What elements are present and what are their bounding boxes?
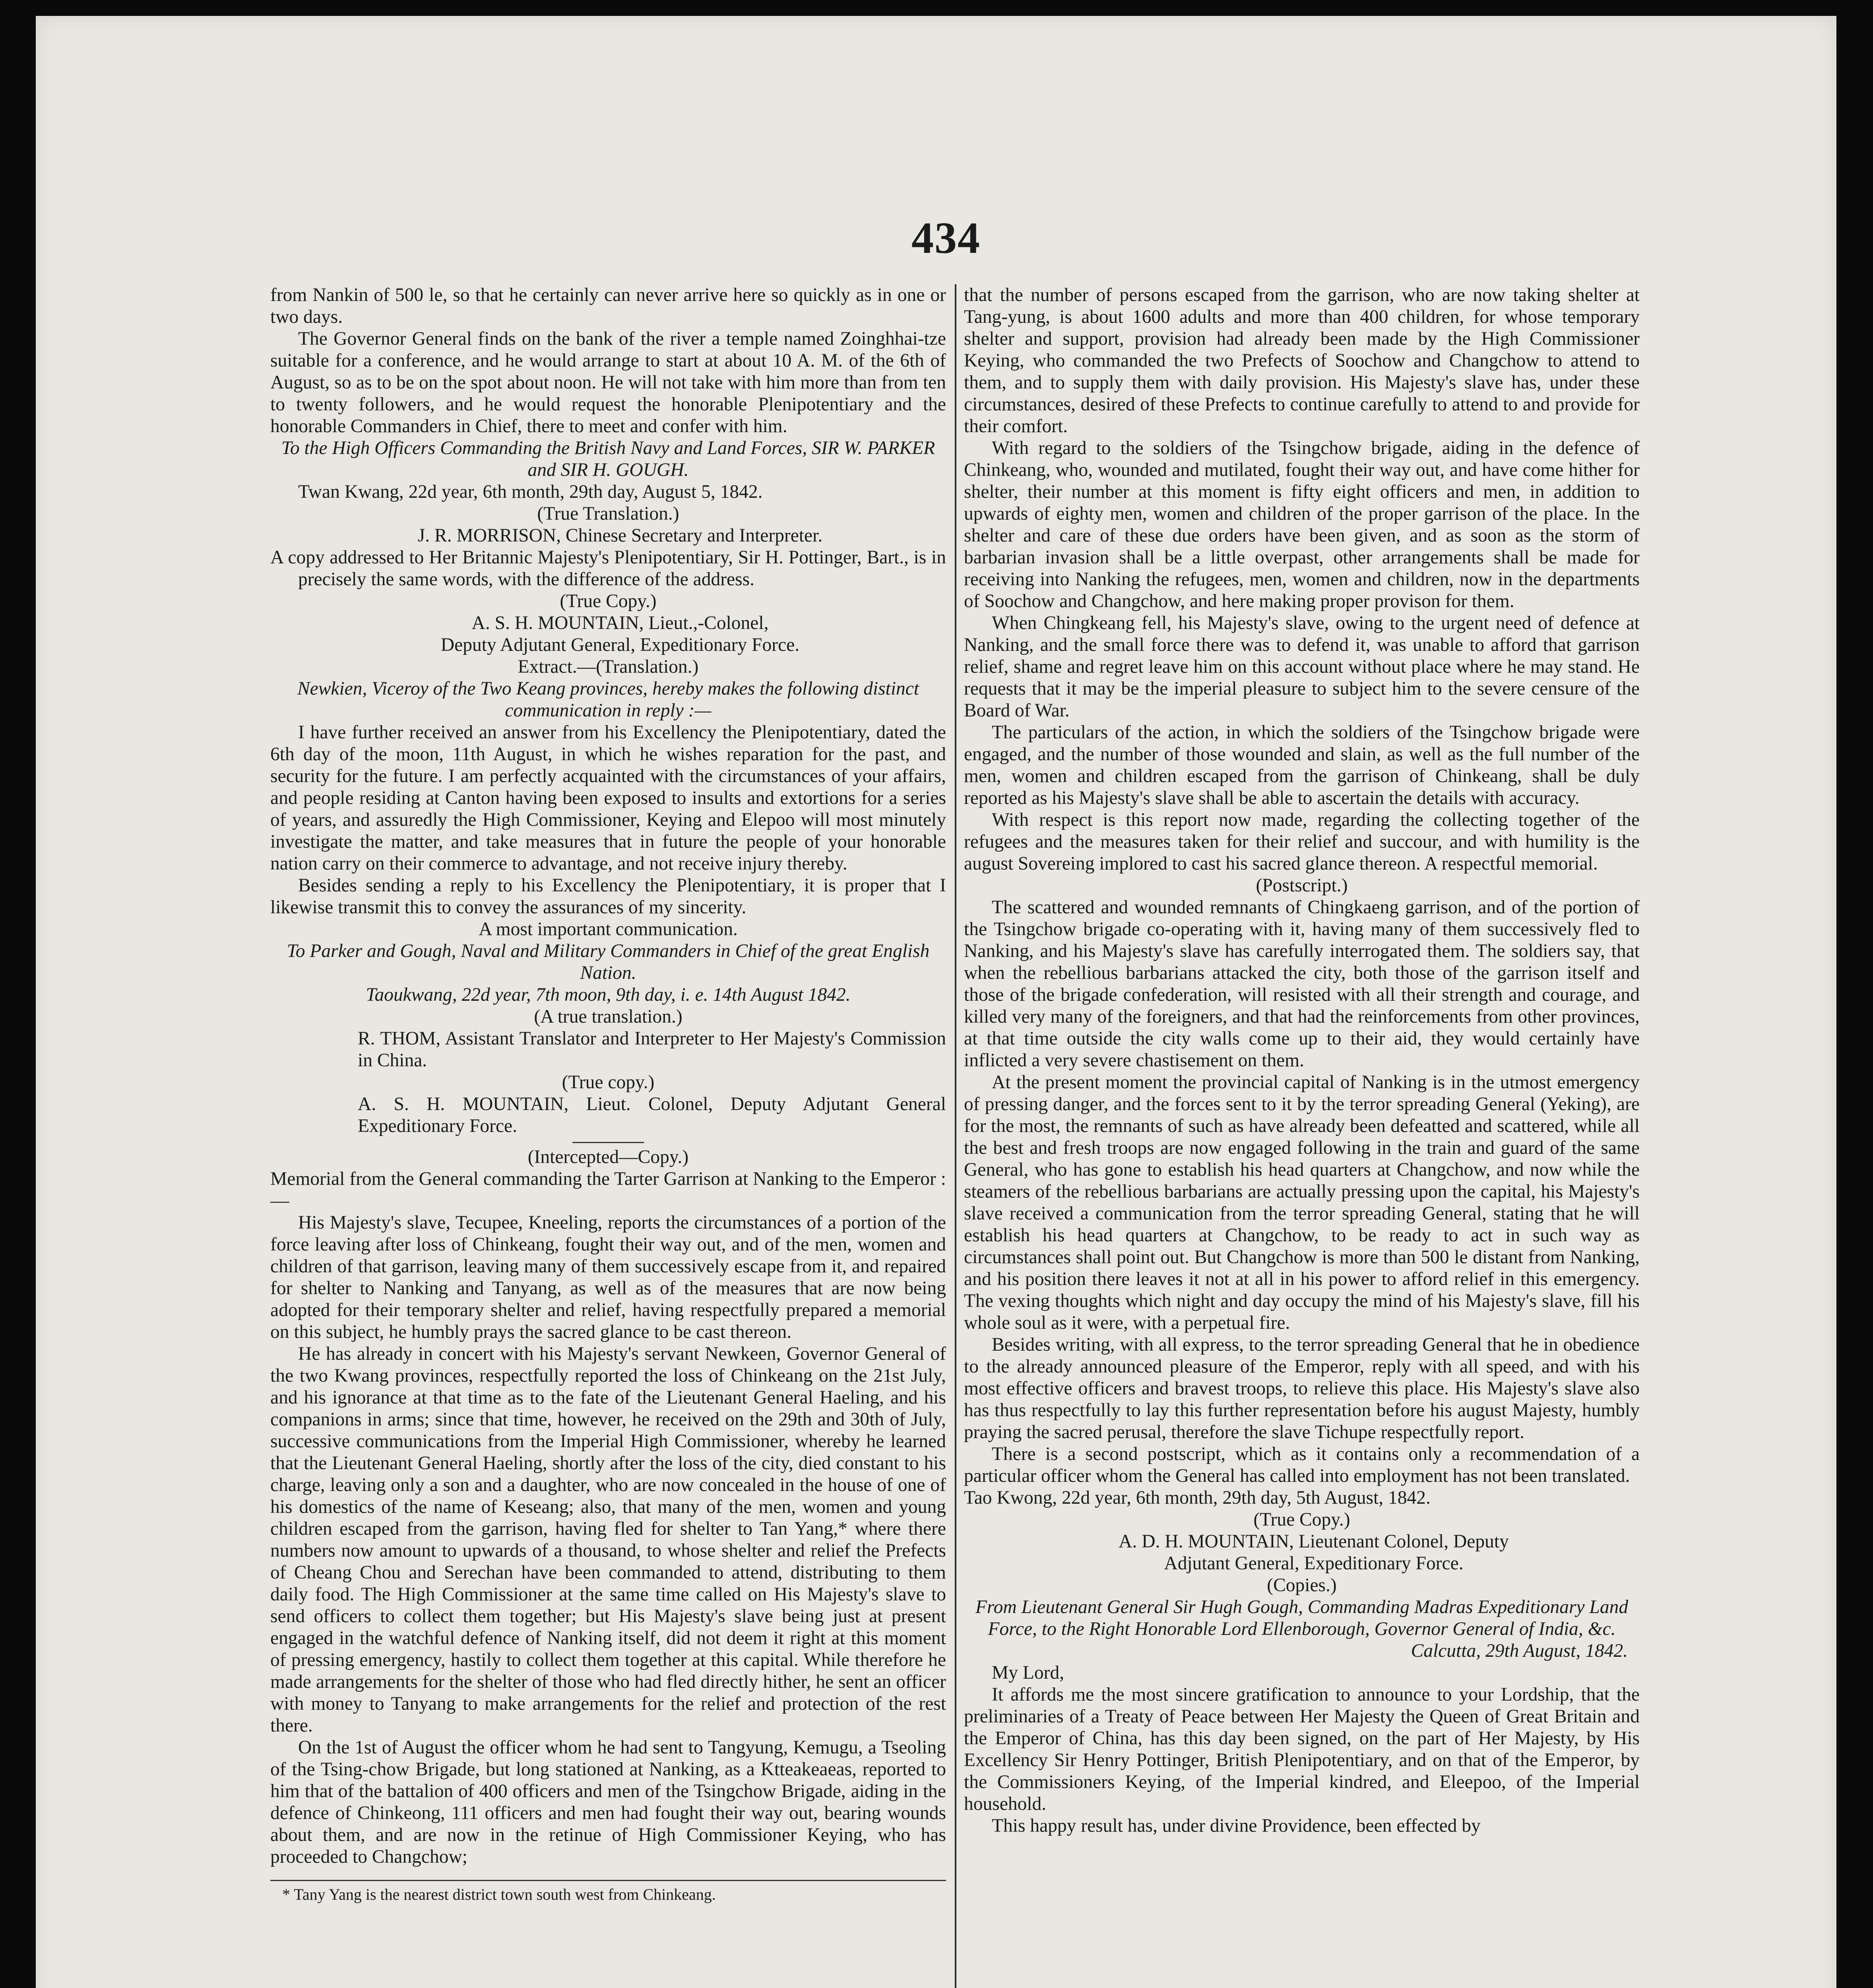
signature: A. D. H. MOUNTAIN, Lieutenant Colonel, Deputy bbox=[1119, 1531, 1509, 1552]
page-number: 434 bbox=[911, 214, 981, 263]
signature: A. S. H. MOUNTAIN, Lieut. Colonel, Deputy Adjutant General Expeditionary Force. bbox=[358, 1094, 946, 1136]
paragraph: The Governor General finds on the bank of the river a temple named Zoinghhai-tze suitable for a conference, and he would arrange to start at about 10 A. M. of the 6th of August, so as to be on the spot about noon. He will not take with him more than from ten to twenty followers, and he would request the honorable Plenipotentiary and the honorable Commanders in Chief, there to meet and confer with him. bbox=[270, 328, 946, 437]
paragraph: His Majesty's slave, Tecupee, Kneeling, reports the circumstances of a portion of the force leaving after loss of Chinkeang, fought their way out, and of the men, women and children of that garrison, leaving many of them successively escape from it, and repaired for shelter to Nanking and Tanyang, as well as of the measures that are now being adopted for their temporary shelter and relief, having respectfully prepared a memorial on this subject, he humbly prays the sacred glance to be cast thereon. bbox=[270, 1212, 946, 1342]
copy-note: (True Copy.) bbox=[1253, 1509, 1350, 1530]
paragraph: At the present moment the provincial capital of Nanking is in the utmost emergency of pressing danger, and the forces sent to it by the terror spreading General (Yeking), are for the most, the remnants of such as have already been defeatted and scattered, while all the best and fresh troops are now engaged following in the train and guard of the same General, who has gone to establish his head quarters at Changchow, and now while the steamers of the rebellious barbarians are actually pressing upon the capital, his Majesty's slave received a communication from the terror spreading General, stating that he will establish his head quarters at Changchow, to be ready to act in such way as circumstances shall point out. But Changchow is more than 500 le distant from Nanking, and his position there leaves it not at all in his power to afford relief in this emergency. The vexing thoughts which night and day occupy the mind of his Majesty's slave, fill his whole soul as it were, with a perpetual fire. bbox=[964, 1072, 1640, 1333]
address-line: Newkien, Viceroy of the Two Keang provinces, hereby makes the following distinct communication in reply :— bbox=[297, 678, 919, 721]
translation-note: (A true translation.) bbox=[534, 1006, 683, 1027]
left-column bbox=[270, 284, 946, 1988]
copy-note: (True Copy.) bbox=[560, 591, 657, 612]
paragraph: The particulars of the action, in which the soldiers of the Tsingchow brigade were engaged, and the number of those wounded and slain, as well as the full number of the men, women and children escaped from the garrison of Chinkeang, shall be duly reported as his Majesty's slave shall be able to ascertain the details with accuracy. bbox=[964, 722, 1640, 808]
paragraph: from Nankin of 500 le, so that he certainly can never arrive here so quickly as in one or two days. bbox=[270, 285, 946, 327]
address-line: From Lieutenant General Sir Hugh Gough, Commanding Madras Expeditionary Land Force, to the Right Honorable Lord Ellenborough, Governor General of India, &c. bbox=[975, 1597, 1629, 1639]
paragraph: With regard to the soldiers of the Tsingchow brigade, aiding in the defence of Chinkeang, who, wounded and mutilated, fought their way out, and have come hither for shelter, their number at this moment is fifty eight officers and men, in addition to upwards of eighty men, women and children of the proper garrison of the place. In the shelter and care of these due orders have been given, and as soon as the storm of barbarian invasion shall be a little overpast, other arrangements shall be made for receiving into Nanking the refugees, men, women and children, now in the departments of Soochow and Changchow, and here making proper provison for them. bbox=[964, 438, 1640, 612]
paragraph: He has already in concert with his Majesty's servant Newkeen, Governor General of the two Kwang provinces, respectfully reported the loss of Chinkeang on the 21st July, and his ignorance at that time as to the fate of the Lieutenant General Haeling, and his companions in arms; since that time, however, he received on the 29th and 30th of July, successive communications from the Imperial High Commissioner, whereby he learned that the Lieutenant General Haeling, shortly after the loss of the city, died constant to his charge, leaving only a son and a daughter, who are now concealed in the house of one of his domestics of the name of Keseang; also, that many of the men, women and young children escaped from the garrison, having fled for shelter to Tan Yang,* where there numbers now amount to upwards of a thousand, to whose shelter and relief the Prefects of Cheang Chou and Serechan have been commanded to attend, distributing to them daily food. The High Commissioner at the same time called on His Majesty's slave to send officers to collect them together; but His Majesty's slave being just at present engaged in the watchful defence of Nanking itself, did not deem it right at this moment of pressing emergency, hastily to collect them together at this capital. While therefore he made arrangements for the shelter of those who had fled directly hither, he sent an officer with money to Tanyang to make arrangements for the relief and protection of the rest there. bbox=[270, 1343, 946, 1736]
paragraph: With respect is this report now made, regarding the collecting together of the refugees and the measures taken for their relief and succour, and with humility is the august Sovereing implored to cast his sacred glance thereon. A respectful memorial. bbox=[964, 810, 1640, 874]
section-heading: (Postscript.) bbox=[1256, 875, 1348, 896]
copy-note: (True copy.) bbox=[562, 1072, 655, 1093]
paragraph: Besides writing, with all express, to the terror spreading General that he in obedience to the already announced pleasure of the Emperor, reply with all speed, and with his most effective officers and bravest troops, to relieve this place. His Majesty's slave also has thus respectfully to lay this further representation before his august Majesty, humbly praying the sacred perusal, therefore the slave Tichupe respectfully report. bbox=[964, 1334, 1640, 1442]
right-column bbox=[964, 284, 1640, 1988]
section-heading: Extract.—(Translation.) bbox=[518, 656, 699, 677]
section-rule bbox=[572, 1142, 644, 1143]
footnote-rule bbox=[270, 1880, 946, 1881]
paragraph: There is a second postscript, which as it contains only a recommendation of a particular officer whom the General has called into employment has not been translated. bbox=[964, 1444, 1640, 1486]
signature: A. S. H. MOUNTAIN, Lieut.,-Colonel, bbox=[471, 613, 769, 633]
date-line: Tao Kwong, 22d year, 6th month, 29th day, 5th August, 1842. bbox=[964, 1487, 1431, 1508]
signature-title: Deputy Adjutant General, Expeditionary Force. bbox=[440, 635, 800, 655]
paragraph: Memorial from the General commanding the Tarter Garrison at Nanking to the Emperor :— bbox=[270, 1169, 946, 1211]
section-heading: (Intercepted—Copy.) bbox=[527, 1147, 689, 1167]
newspaper-page bbox=[36, 16, 1836, 1988]
salutation: My Lord, bbox=[992, 1662, 1064, 1683]
section-heading: A most important communication. bbox=[479, 919, 738, 940]
footnote: * Tany Yang is the nearest district town south west from Chinkeang. bbox=[282, 1885, 716, 1903]
address-line: To Parker and Gough, Naval and Military Commanders in Chief of the great English Nation. bbox=[287, 941, 930, 983]
date-line: Calcutta, 29th August, 1842. bbox=[1411, 1640, 1628, 1661]
column-divider bbox=[955, 284, 956, 1988]
paragraph: that the number of persons escaped from the garrison, who are now taking shelter at Tang-yung, is about 1600 adults and more than 400 children, for whose temporary shelter and support, provision had already been made by the High Commissioner Keying, who commanded the two Prefects of Soochow and Changchow to attend to them, and to supply them with daily provision. His Majesty's slave has, under these circumstances, desired of these Prefects to continue carefully to attend to and provide for their comfort. bbox=[964, 285, 1640, 437]
signature: R. THOM, Assistant Translator and Interpreter to Her Majesty's Commission in China. bbox=[358, 1028, 946, 1071]
signature: J. R. MORRISON, Chinese Secretary and Interpreter. bbox=[417, 525, 823, 546]
translation-note: (True Translation.) bbox=[537, 503, 679, 524]
date-line: Twan Kwang, 22d year, 6th month, 29th day, August 5, 1842. bbox=[298, 481, 763, 502]
section-heading: (Copies.) bbox=[1267, 1575, 1337, 1596]
paragraph: I have further received an answer from his Excellency the Plenipotentiary, dated the 6th day of the moon, 11th August, in which he wishes reparation for the past, and security for the future. I am perfectly acquainted with the circumstances of your affairs, and people residing at Canton having been exposed to insults and extortions for a series of years, and assuredly the High Commissioner, Keying and Elepoo will most minutely investigate the matter, and take measures that in future the people of your honorable nation carry on their commerce to advantage, and not receive injury thereby. bbox=[270, 722, 946, 874]
paragraph: Besides sending a reply to his Excellency the Plenipotentiary, it is proper that I likewise transmit this to convey the assurances of my sincerity. bbox=[270, 875, 946, 918]
paragraph: A copy addressed to Her Britannic Majesty's Plenipotentiary, Sir H. Pottinger, Bart., is in precisely the same words, with the difference of the address. bbox=[270, 547, 946, 590]
date-line: Taoukwang, 22d year, 7th moon, 9th day, i. e. 14th August 1842. bbox=[366, 984, 851, 1005]
address-line: To the High Officers Commanding the British Navy and Land Forces, SIR W. PARKER and SIR H. GOUGH. bbox=[281, 438, 935, 480]
signature-title: Adjutant General, Expeditionary Force. bbox=[1164, 1553, 1464, 1574]
paragraph: It affords me the most sincere gratification to announce to your Lordship, that the preliminaries of a Treaty of Peace between Her Majesty the Queen of Great Britain and the Emperor of China, has this day been signed, on the part of Her Majesty, by His Excellency Sir Henry Pottinger, British Plenipotentiary, and on that of the Emperor, by the Commissioners Keying, of the Imperial kindred, and Eleepoo, of the Imperial household. bbox=[964, 1684, 1640, 1814]
paragraph: On the 1st of August the officer whom he had sent to Tangyung, Kemugu, a Tseoling of the Tsing-chow Brigade, but long stationed at Nanking, as a Ktteakeaeas, reported to him that of the battalion of 400 officers and men of the Tsingchow Brigade, aiding in the defence of Chinkeong, 111 officers and men had fought their way out, bearing wounds about them, and are now in the retinue of High Commissioner Keying, who has proceeded to Changchow; bbox=[270, 1737, 946, 1867]
paragraph: This happy result has, under divine Providence, been effected by bbox=[992, 1815, 1481, 1836]
paragraph: When Chingkeang fell, his Majesty's slave, owing to the urgent need of defence at Nanking, and the small force there was to defend it, was unable to afford that garrison relief, shame and regret leave him on this account without place where he may stand. He requests that it may be the imperial pleasure to subject him to the severe censure of the Board of War. bbox=[964, 613, 1640, 721]
paragraph: The scattered and wounded remnants of Chingkaeng garrison, and of the portion of the Tsingchow brigade co-operating with it, having many of them successively fled to Nanking, and his Majesty's slave has carefully interrogated them. The soldiers say, that when the rebellious barbarians attacked the city, both those of the garrison itself and those of the brigade confederation, will resisted with all their strength and courage, and killed very many of the foreigners, and that had the reinforcements from other provinces, at that time outside the city walls come up to their aid, they would certainly have inflicted a very severe chastisement on them. bbox=[964, 897, 1640, 1071]
